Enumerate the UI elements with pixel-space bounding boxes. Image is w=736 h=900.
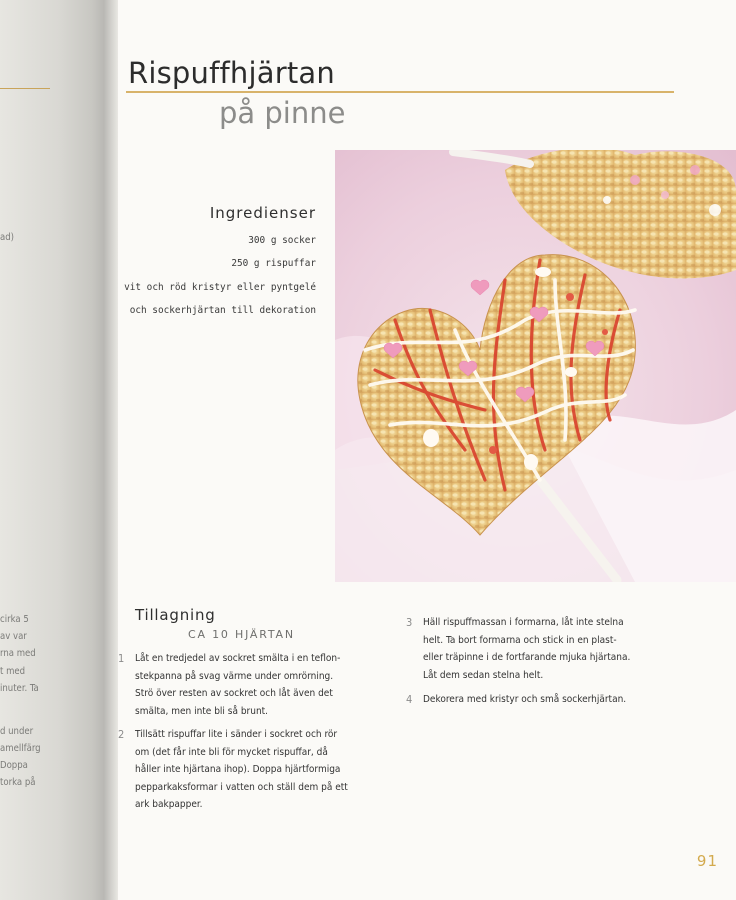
ingredients-heading: Ingredienser <box>209 204 316 222</box>
left-text-fragment: d under <box>0 726 34 737</box>
method-step <box>118 726 382 814</box>
ingredients-list <box>124 233 316 326</box>
recipe-photo <box>335 150 736 582</box>
ingredient-item: och sockerhjärtan till dekoration <box>129 304 316 316</box>
left-page-edge <box>0 0 118 900</box>
left-text-fragment: Doppa <box>0 760 28 771</box>
method-step <box>406 691 686 709</box>
step-number: 2 <box>118 728 125 741</box>
page-number: 91 <box>696 852 718 870</box>
left-text-fragment: inuter. Ta <box>0 683 39 694</box>
method-step <box>118 650 382 720</box>
step-text: Låt en tredjedel av sockret smälta i en teflon- stekpanna på svag värme under omrörning. Strö över resten av sockret och låt även det smälta, men inte bli så brunt. <box>135 653 341 717</box>
left-text-fragment: torka på <box>0 777 36 788</box>
step-number: 3 <box>406 616 413 629</box>
left-page-rule <box>0 88 50 89</box>
recipe-title: Rispuffhjärtan <box>128 56 335 90</box>
method-step <box>406 614 686 684</box>
yield-label: CA 10 HJÄRTAN <box>188 628 295 641</box>
left-text-fragment: amellfärg <box>0 743 41 754</box>
ingredient-item: 250 g rispuffar <box>231 258 316 270</box>
left-text-fragment: t med <box>0 666 26 677</box>
left-text-fragment: ad) <box>0 232 14 243</box>
ingredient-item: 300 g socker <box>248 235 316 246</box>
recipe-subtitle: på pinne <box>219 96 346 130</box>
step-text: Tillsätt rispuffar lite i sänder i sockret och rör om (det får inte bli för mycket rispuffar, då håller inte hjärtana ihop). Doppa hjärtformiga pepparkaksformar i vatten och ställ dem på ett ark bakpapper. <box>135 729 348 810</box>
method-heading: Tillagning <box>135 606 216 624</box>
step-text: Dekorera med kristyr och små sockerhjärtan. <box>423 694 627 705</box>
step-number: 1 <box>118 652 125 665</box>
ingredient-item: vit och röd kristyr eller pyntgelé <box>124 281 316 293</box>
title-rule <box>126 91 674 93</box>
left-text-fragment: av var <box>0 631 27 642</box>
step-text: Häll rispuffmassan i formarna, låt inte stelna helt. Ta bort formarna och stick in en plast- eller träpinne i de fortfarande mjuka hjärtana. Låt dem sedan stelna helt. <box>423 617 631 681</box>
rice-puff-heart-photo <box>335 150 736 582</box>
step-number: 4 <box>406 693 413 706</box>
left-text-fragment: cirka 5 <box>0 614 29 625</box>
left-text-fragment: rna med <box>0 648 36 659</box>
recipe-page <box>118 0 736 900</box>
